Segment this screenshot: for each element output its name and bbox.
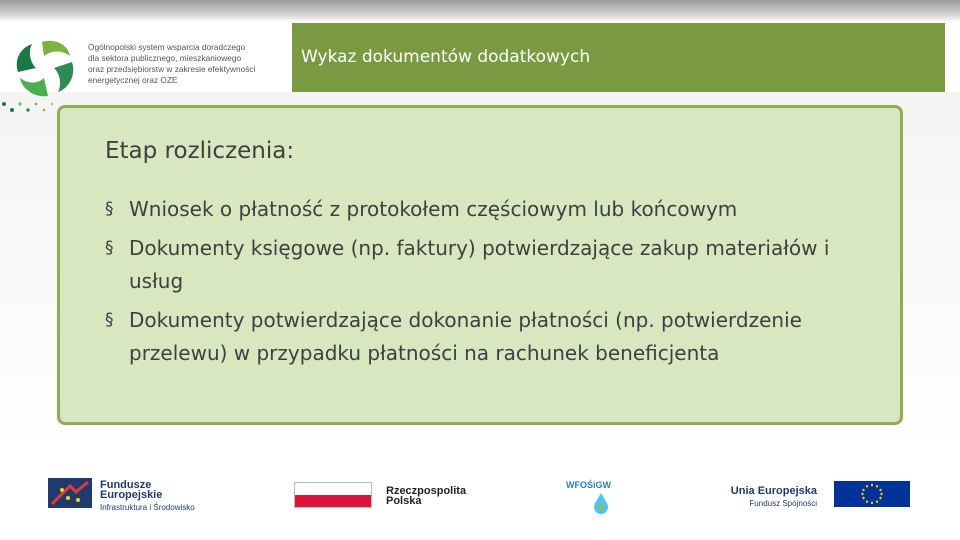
ue-line-1: Unia Europejska — [730, 485, 817, 497]
top-gradient-band — [0, 0, 960, 22]
water-drop-icon — [592, 492, 610, 514]
content-box — [57, 105, 903, 425]
logo-line-3: oraz przedsiębiorstw w zakresie efektywności — [88, 64, 256, 74]
unia-europejska-text — [683, 486, 817, 509]
ue-line-2: Fundusz Spójności — [749, 499, 817, 508]
eu-stars-icon — [834, 481, 910, 507]
logo-line-1: Ogólnopolski system wsparcia doradczego — [88, 42, 246, 52]
eu-flag-icon — [834, 481, 910, 507]
fe-line-2: Europejskie — [100, 489, 163, 501]
rzeczpospolita-text — [386, 486, 466, 506]
logo-line-4: energetycznej oraz OZE — [88, 75, 178, 85]
wfos-logo — [566, 476, 636, 516]
logo-line-2: dla sektora publicznego, mieszkaniowego — [88, 53, 242, 63]
section-heading: Etap rozliczenia: — [105, 138, 295, 164]
fe-line-1: Fundusze — [100, 479, 152, 491]
wfos-text: WFOŚiGW — [566, 480, 611, 490]
program-name-text — [88, 42, 278, 86]
title-bar — [292, 23, 945, 92]
bullet-item: § Dokumenty potwierdzające dokonanie płatności (np. potwierdzenie przelewu) w przypadku płatności na rachunek beneficjenta — [105, 304, 845, 370]
rp-line-2: Polska — [386, 495, 422, 507]
program-logo — [8, 36, 268, 100]
bullet-list — [105, 193, 845, 376]
fundusze-europejskie-logo-icon — [48, 478, 92, 508]
fe-line-3: Infrastruktura i Środowisko — [100, 503, 195, 512]
bullet-item: § Wniosek o płatność z protokołem częściowym lub końcowym — [105, 193, 845, 226]
footer-logos — [0, 470, 960, 520]
fundusze-europejskie-text — [100, 480, 195, 513]
rp-line-1: Rzeczpospolita — [386, 485, 467, 497]
bullet-item: § Dokumenty księgowe (np. faktury) potwierdzające zakup materiałów i usług — [105, 232, 845, 298]
polish-flag-icon — [294, 482, 372, 508]
leaf-swirl-logo-icon — [12, 38, 78, 98]
slide-title: Wykaz dokumentów dodatkowych — [301, 47, 591, 67]
